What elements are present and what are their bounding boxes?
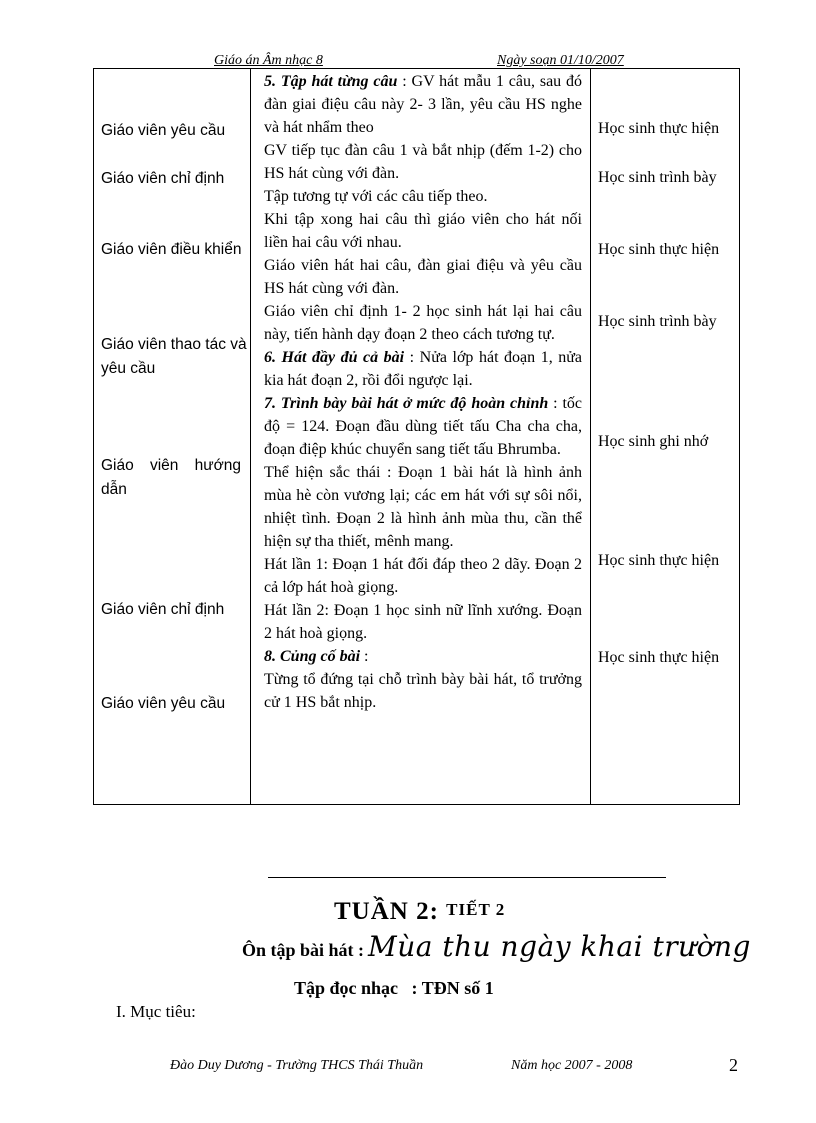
song-title: Mùa thu ngày khai trường (368, 930, 751, 963)
student-cell: Học sinh trình bày (598, 313, 717, 330)
student-cell: Học sinh ghi nhớ (598, 433, 709, 450)
step-5-title: 5. Tập hát từng câu (264, 73, 398, 90)
step-5 (264, 70, 582, 139)
step-6 (264, 346, 582, 392)
student-cell: Học sinh thực hiện (598, 552, 720, 569)
paragraph: Hát lần 2: Đoạn 1 học sinh nữ lĩnh xướng. Đoạn 2 hát hoà giọng. (264, 602, 582, 642)
paragraph: Thể hiện sắc thái : Đoạn 1 bài hát là hình ảnh mùa hè còn vương lại; các em hát với sự sôi nổi, nhiệt tình. Đoạn 2 là hình ảnh mùa thu, cần thể hiện sự tha thiết, mênh mang. (264, 464, 582, 550)
teacher-cell: Giáo viên thao tác và yêu cầu (101, 336, 247, 377)
step-8 (264, 645, 582, 668)
reading-title: Tập đọc nhạc : TĐN số 1 (294, 978, 494, 998)
step-7-title: 7. Trình bày bài hát ở mức độ hoàn chỉnh (264, 395, 549, 412)
footer-year: Năm học 2007 - 2008 (511, 1058, 633, 1073)
column-divider (590, 69, 591, 804)
section-divider (268, 877, 666, 878)
step-8-title: 8. Củng cố bài (264, 648, 361, 665)
page-number: 2 (729, 1055, 738, 1075)
student-cell: Học sinh thực hiện (598, 649, 720, 666)
student-cell: Học sinh trình bày (598, 169, 717, 186)
header-date: Ngày soạn 01/10/2007 (497, 53, 624, 68)
paragraph: Khi tập xong hai câu thì giáo viên cho hát nối liền hai câu với nhau. (264, 211, 582, 251)
objective-heading: I. Mục tiêu: (116, 1002, 196, 1021)
student-cell: Học sinh thực hiện (598, 120, 720, 137)
step-8-text: : (360, 648, 369, 665)
step-5-text: : GV hát mẫu 1 câu, sau đó đàn giai điệu câu này 2- 3 lần, yêu cầu HS nghe và hát nhẩm theo (264, 73, 583, 136)
footer-author: Đào Duy Dương - Trường THCS Thái Thuần (170, 1058, 424, 1073)
step-7-text: : tốc độ = 124. Đoạn đầu dùng tiết tấu Cha cha cha, đoạn điệp khúc chuyển sang tiết tấu Bhrumba. (264, 395, 583, 458)
paragraph: Hát lần 1: Đoạn 1 hát đối đáp theo 2 dãy. Đoạn 2 cả lớp hát hoà giọng. (264, 556, 582, 596)
teacher-cell: Giáo viên hướng dẫn (101, 457, 241, 498)
week-title (334, 898, 505, 926)
period-label: TIẾT 2 (446, 900, 506, 919)
step-7 (264, 392, 582, 461)
paragraph: GV tiếp tục đàn câu 1 và bắt nhịp (đếm 1-2) cho HS hát cùng với đàn. (264, 142, 582, 182)
column-divider (250, 69, 251, 804)
teacher-cell: Giáo viên chỉ định (101, 601, 225, 618)
review-line (242, 930, 751, 963)
teacher-cell: Giáo viên yêu cầu (101, 122, 226, 139)
paragraph: Từng tổ đứng tại chỗ trình bày bài hát, tổ trưởng cử 1 HS bắt nhịp. (264, 671, 582, 711)
paragraph: Giáo viên chỉ định 1- 2 học sinh hát lại hai câu này, tiến hành dạy đoạn 2 theo cách tương tự. (264, 303, 582, 343)
week-label: TUẦN 2: (334, 898, 439, 925)
paragraph: Tập tương tự với các câu tiếp theo. (264, 188, 488, 205)
content-cell (264, 70, 582, 714)
lesson-table (93, 68, 740, 805)
teacher-cell: Giáo viên chỉ định (101, 170, 225, 187)
step-6-text: : Nửa lớp hát đoạn 1, nửa kia hát đoạn 2, rồi đổi ngược lại. (264, 349, 583, 389)
teacher-cell: Giáo viên điều khiển (101, 241, 242, 258)
student-cell: Học sinh thực hiện (598, 241, 720, 258)
teacher-cell: Giáo viên yêu cầu (101, 695, 226, 712)
header-title: Giáo án Âm nhạc 8 (214, 53, 323, 68)
paragraph: Giáo viên hát hai câu, đàn giai điệu và yêu cầu HS hát cùng với đàn. (264, 257, 582, 297)
review-label: Ôn tập bài hát : (242, 940, 365, 960)
step-6-title: 6. Hát đầy đủ cả bài (264, 349, 405, 366)
